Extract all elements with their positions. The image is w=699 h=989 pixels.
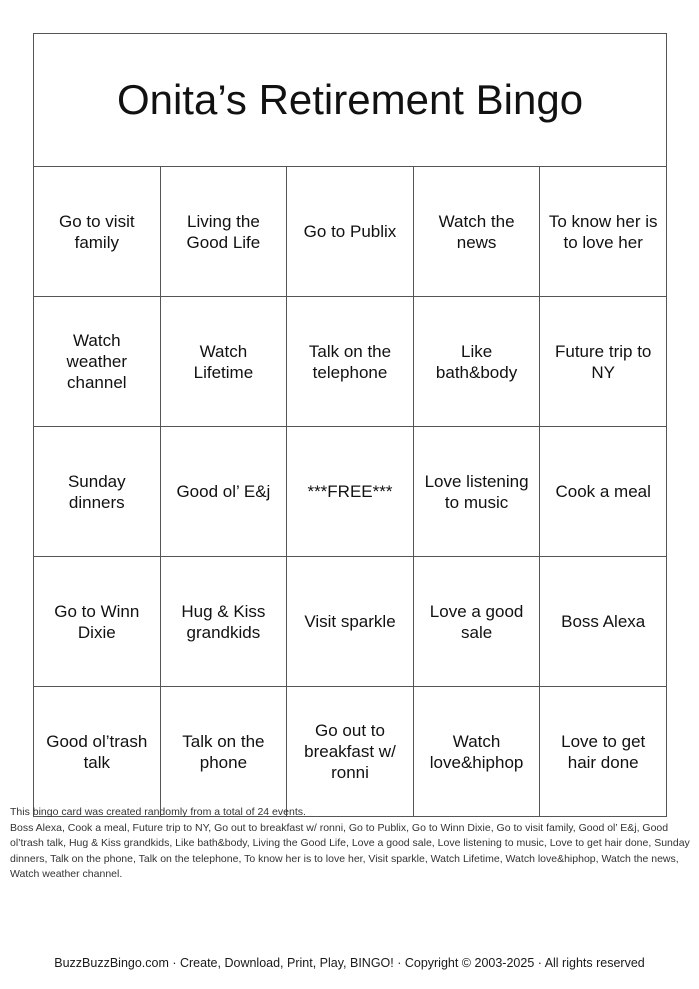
bingo-row bbox=[34, 687, 667, 817]
bingo-row bbox=[34, 557, 667, 687]
bingo-row bbox=[34, 167, 667, 297]
bingo-cell: Good ol’trash talk bbox=[34, 687, 161, 817]
bingo-cell: Good ol’ E&j bbox=[160, 427, 287, 557]
bingo-card bbox=[33, 33, 667, 817]
title-row bbox=[34, 34, 667, 167]
bingo-cell: Talk on the telephone bbox=[287, 297, 414, 427]
bingo-cell: Watch the news bbox=[413, 167, 540, 297]
bingo-cell: Go to Winn Dixie bbox=[34, 557, 161, 687]
events-list: Boss Alexa, Cook a meal, Future trip to NY, Go out to breakfast w/ ronni, Go to Publix, Go to Winn Dixie, Go to visit family, Good ol’ E&j, Good ol’trash talk, Hug & Kiss grandkids, Like bath&body, Living the Good Life, Love a good sale, Love listening to music, Love to get hair done, Sunday dinners, Talk on the phone, Talk on the telephone, To know her is to love her, Visit sparkle, Watch Lifetime, Watch love&hiphop, Watch the news, Watch weather channel. bbox=[10, 821, 690, 880]
bingo-cell: Boss Alexa bbox=[540, 557, 667, 687]
bingo-cell: Love listening to music bbox=[413, 427, 540, 557]
page-title: Onita’s Retirement Bingo bbox=[34, 34, 667, 167]
bingo-cell: Future trip to NY bbox=[540, 297, 667, 427]
bingo-row bbox=[34, 297, 667, 427]
bingo-row bbox=[34, 427, 667, 557]
bingo-cell: Go to Publix bbox=[287, 167, 414, 297]
bingo-cell: Living the Good Life bbox=[160, 167, 287, 297]
bingo-cell: Talk on the phone bbox=[160, 687, 287, 817]
bingo-cell: Watch Lifetime bbox=[160, 297, 287, 427]
bingo-cell: Visit sparkle bbox=[287, 557, 414, 687]
bingo-cell: Love a good sale bbox=[413, 557, 540, 687]
free-space-cell: ***FREE*** bbox=[287, 427, 414, 557]
bingo-cell: Cook a meal bbox=[540, 427, 667, 557]
site-footer-line: BuzzBuzzBingo.com · Create, Download, Print, Play, BINGO! · Copyright © 2003-2025 · All rights reserved bbox=[54, 956, 645, 970]
bingo-cell: Like bath&body bbox=[413, 297, 540, 427]
bingo-cell: Watch love&hiphop bbox=[413, 687, 540, 817]
bingo-cell: Love to get hair done bbox=[540, 687, 667, 817]
bingo-cell: Sunday dinners bbox=[34, 427, 161, 557]
bingo-cell: Watch weather channel bbox=[34, 297, 161, 427]
bingo-cell: Go out to breakfast w/ ronni bbox=[287, 687, 414, 817]
creation-note: This bingo card was created randomly from a total of 24 events. bbox=[10, 806, 306, 818]
bingo-cell: To know her is to love her bbox=[540, 167, 667, 297]
bingo-cell: Hug & Kiss grandkids bbox=[160, 557, 287, 687]
bingo-cell: Go to visit family bbox=[34, 167, 161, 297]
